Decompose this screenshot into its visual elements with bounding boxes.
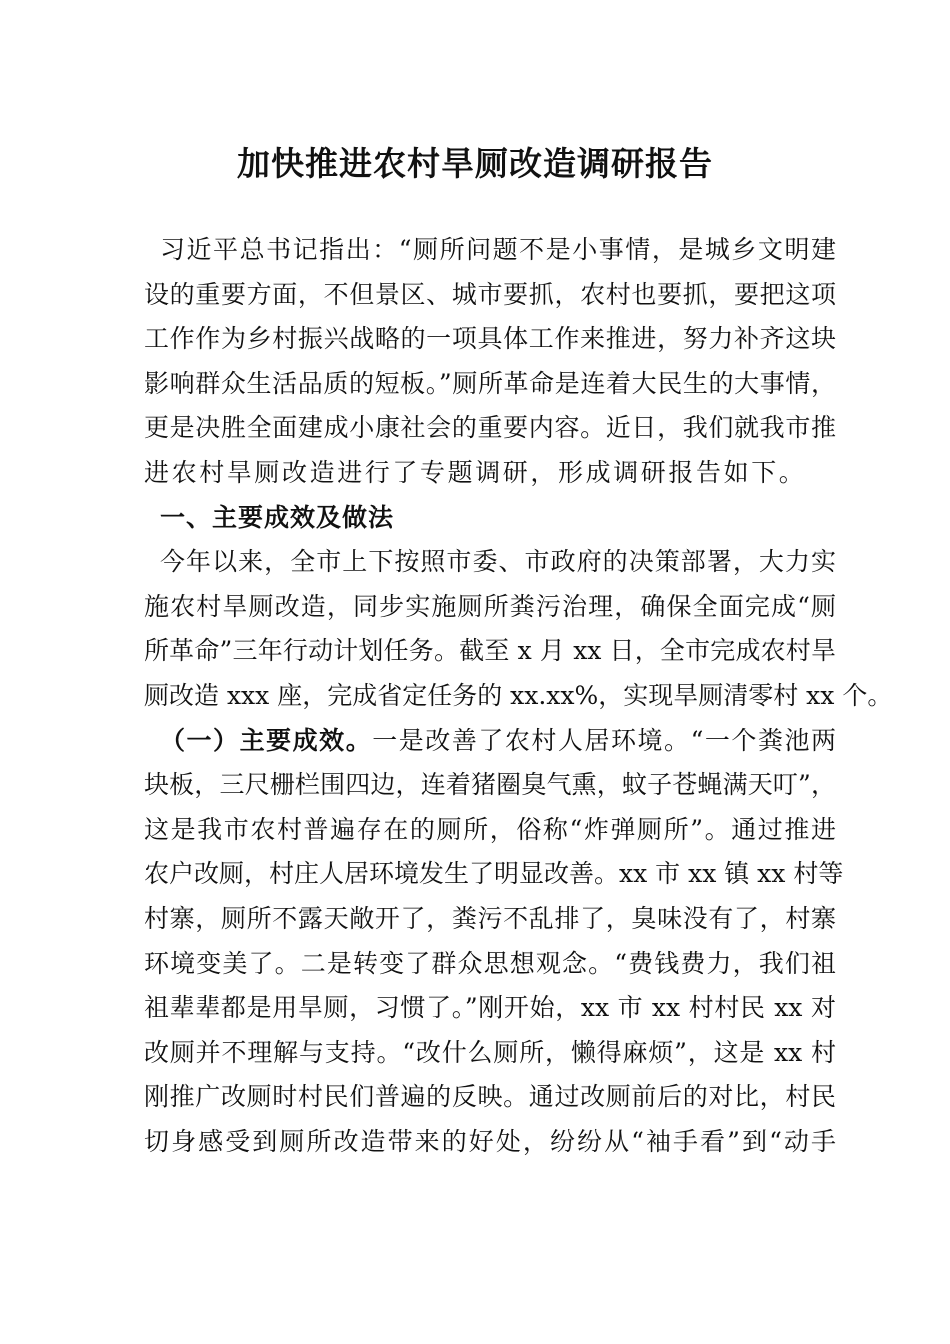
paragraph-intro (144, 228, 836, 496)
text-line: 施农村旱厕改造，同步实施厕所粪污治理，确保全面完成“厕 (144, 591, 836, 621)
text-line: 影响群众生活品质的短板。”厕所革命是连着大民生的大事情， (144, 368, 836, 398)
paragraph-overview (144, 540, 893, 718)
text-line: 习近平总书记指出：“厕所问题不是小事情，是城乡文明建 (160, 235, 836, 264)
text-line: 厕改造 xxx 座，完成省定任务的 xx.xx%，实现旱厕清零村 xx 个。 (144, 680, 893, 710)
text-line: 村寨，厕所不露天敞开了，粪污不乱排了，臭味没有了，村寨 (144, 903, 836, 933)
text-line: 刚推广改厕时村民们普遍的反映。通过改厕前后的对比，村民 (144, 1082, 836, 1112)
document-title: 加快推进农村旱厕改造调研报告 (237, 144, 713, 183)
text-line: 块板，三尺栅栏围四边，连着猪圈臭气熏，蚊子苍蝇满天叮”， (144, 770, 836, 800)
text-line: 今年以来，全市上下按照市委、市政府的决策部署，大力实 (160, 547, 836, 577)
text-line: 这是我市农村普遍存在的厕所，俗称“炸弹厕所”。通过推进 (144, 814, 836, 844)
text-line: 改厕并不理解与支持。“改什么厕所，懒得麻烦”，这是 xx 村 (144, 1037, 836, 1067)
text-segment: 一是改善了农村人居环境。“一个粪池两 (372, 725, 836, 755)
text-line: 进农村旱厕改造进行了专题调研，形成调研报告如下。 (144, 457, 807, 487)
subsection-heading: （一）主要成效。 (160, 725, 373, 755)
text-line: 农户改厕，村庄人居环境发生了明显改善。xx 市 xx 镇 xx 村等 (144, 859, 844, 889)
text-line: 设的重要方面，不但景区、城市要抓，农村也要抓，要把这项 (144, 279, 836, 309)
section-heading: 一、主要成效及做法 (160, 502, 395, 532)
text-line: 更是决胜全面建成小康社会的重要内容。近日，我们就我市推 (144, 413, 836, 443)
paragraph-achievements (144, 719, 844, 1165)
text-line: 所革命”三年行动计划任务。截至 x 月 xx 日，全市完成农村旱 (144, 636, 836, 666)
text-line: 祖辈辈都是用旱厕，习惯了。”刚开始，xx 市 xx 村村民 xx 对 (144, 993, 836, 1023)
document-body (144, 228, 893, 1164)
text-line: 工作作为乡村振兴战略的一项具体工作来推进，努力补齐这块 (144, 324, 836, 354)
text-line (144, 719, 836, 764)
text-line: 环境变美了。二是转变了群众思想观念。“费钱费力，我们祖 (144, 948, 836, 978)
text-line: 切身感受到厕所改造带来的好处，纷纷从“袖手看”到“动手 (144, 1126, 836, 1156)
